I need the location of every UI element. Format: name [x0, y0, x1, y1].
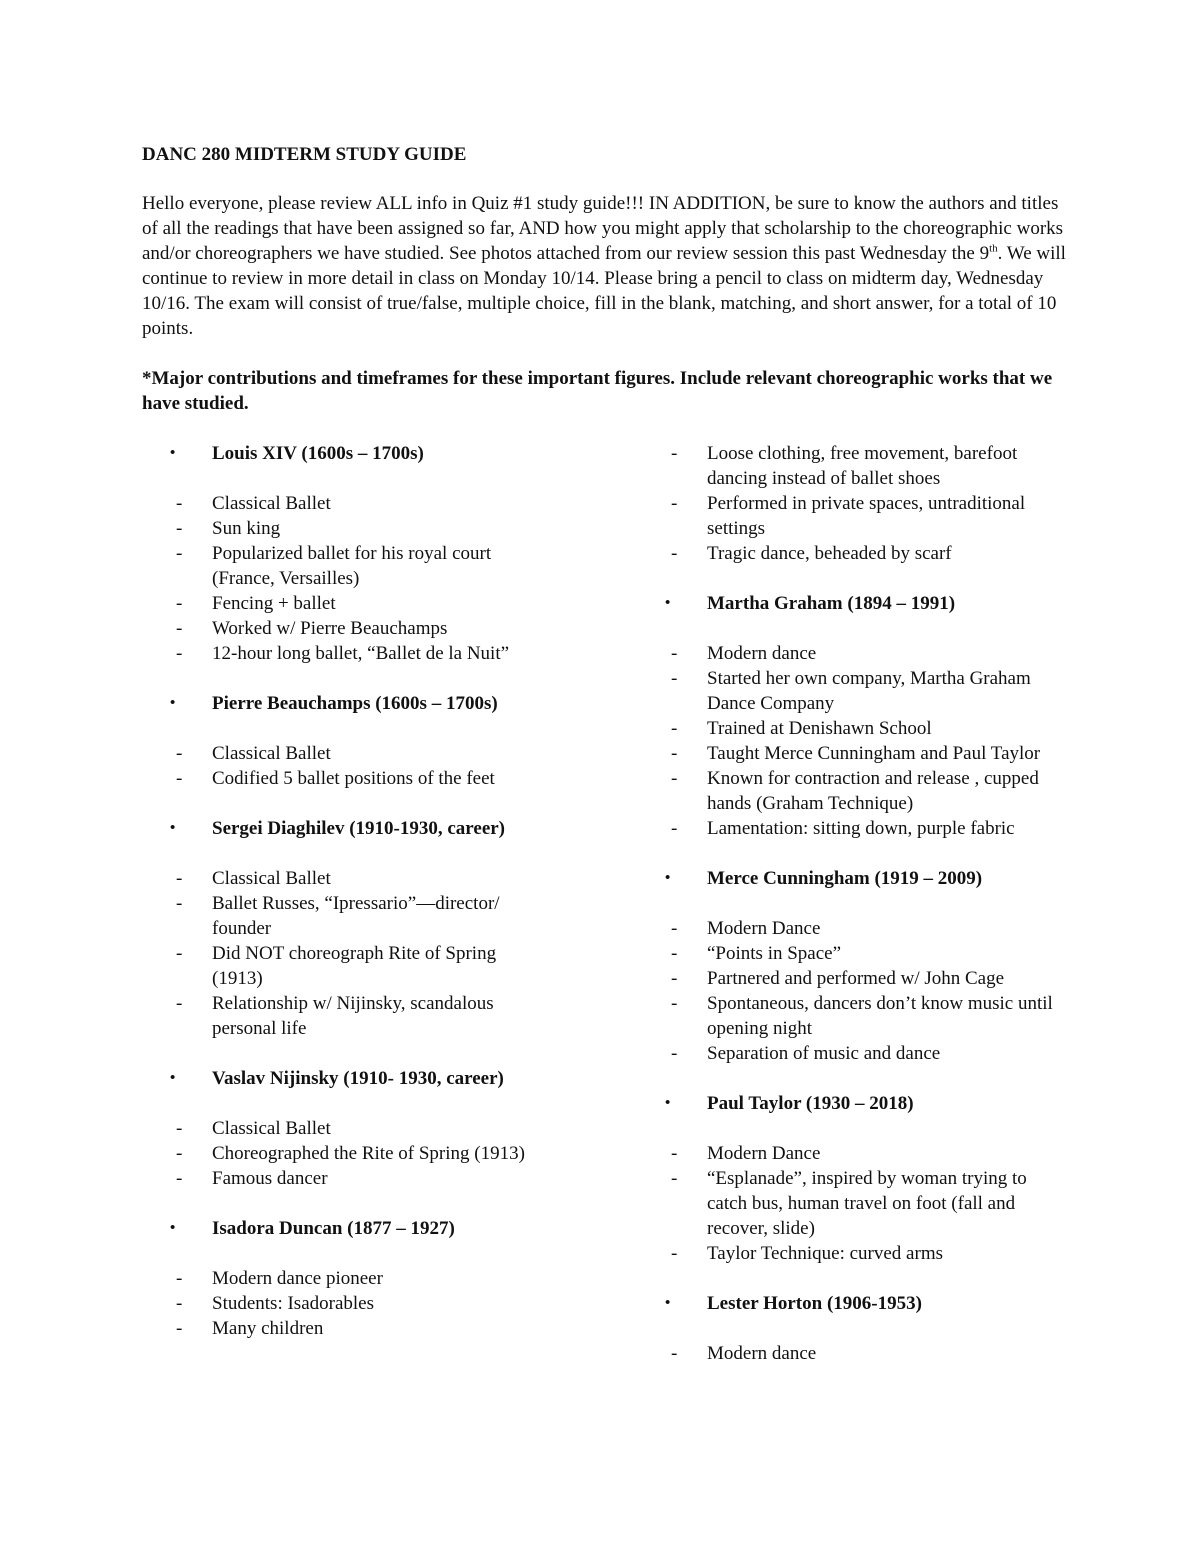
list-item-text: Codified 5 ballet positions of the feet — [212, 768, 495, 789]
list-item — [665, 441, 1065, 491]
list-item-text: Popularized ballet for his royal court (France, Versailles) — [212, 543, 492, 589]
list-item-text: Classical Ballet — [212, 493, 331, 514]
list-item-text: Performed in private spaces, untraditional settings — [707, 493, 1026, 539]
dash-marker: - — [671, 668, 678, 689]
bullet-icon: • — [665, 870, 671, 886]
list-item — [665, 1341, 1065, 1366]
dash-marker: - — [176, 768, 183, 789]
figure-items — [665, 1141, 1065, 1266]
dash-marker: - — [176, 993, 183, 1014]
figure-heading-text: Paul Taylor (1930 – 2018) — [707, 1093, 914, 1114]
list-item-text: Famous dancer — [212, 1168, 328, 1189]
list-item — [665, 666, 1065, 716]
figure-merce-cunningham — [665, 866, 1065, 1066]
figure-heading — [170, 691, 550, 716]
figure-heading-text: Vaslav Nijinsky (1910- 1930, career) — [212, 1068, 504, 1089]
dash-marker: - — [671, 443, 678, 464]
figure-heading — [665, 866, 1065, 891]
dash-marker: - — [176, 893, 183, 914]
dash-marker: - — [671, 943, 678, 964]
list-item — [170, 1141, 550, 1166]
list-item-text: 12-hour long ballet, “Ballet de la Nuit” — [212, 643, 510, 664]
continued-list — [665, 441, 1065, 566]
dash-marker: - — [671, 543, 678, 564]
figure-heading-text: Isadora Duncan (1877 – 1927) — [212, 1218, 455, 1239]
figure-paul-taylor — [665, 1091, 1065, 1266]
list-item — [665, 1141, 1065, 1166]
bullet-icon: • — [665, 1295, 671, 1311]
list-item — [170, 1316, 550, 1341]
figure-heading — [665, 591, 1065, 616]
document-title: DANC 280 MIDTERM STUDY GUIDE — [142, 144, 467, 165]
list-item — [665, 766, 1065, 816]
list-item-text: Partnered and performed w/ John Cage — [707, 968, 1005, 989]
list-item — [170, 866, 550, 891]
figure-heading-text: Sergei Diaghilev (1910-1930, career) — [212, 818, 506, 839]
list-item-text: Modern dance pioneer — [212, 1268, 383, 1289]
dash-marker: - — [176, 518, 183, 539]
figure-items — [665, 641, 1065, 841]
list-item — [170, 991, 550, 1041]
list-item — [170, 741, 550, 766]
bullet-icon: • — [170, 695, 176, 711]
dash-marker: - — [176, 618, 183, 639]
dash-marker: - — [671, 968, 678, 989]
list-item — [170, 616, 550, 641]
list-item — [665, 741, 1065, 766]
list-item-text: Classical Ballet — [212, 743, 331, 764]
figure-heading — [170, 1066, 550, 1091]
list-item — [170, 516, 550, 541]
list-item — [170, 1291, 550, 1316]
list-item-text: Worked w/ Pierre Beauchamps — [212, 618, 448, 639]
figure-heading-text: Louis XIV (1600s – 1700s) — [212, 443, 424, 464]
dash-marker: - — [671, 918, 678, 939]
dash-marker: - — [671, 718, 678, 739]
dash-marker: - — [176, 943, 183, 964]
dash-marker: - — [671, 643, 678, 664]
list-item — [170, 1166, 550, 1191]
bullet-icon: • — [170, 1070, 176, 1086]
intro-superscript: th — [989, 242, 998, 255]
figure-items — [170, 1266, 550, 1341]
list-item — [170, 591, 550, 616]
list-item-text: Classical Ballet — [212, 868, 331, 889]
list-item-text: “Points in Space” — [707, 943, 842, 964]
figure-louis-xiv — [170, 441, 550, 666]
figure-items — [170, 491, 550, 666]
right-column — [665, 441, 1065, 1391]
list-item — [170, 541, 550, 591]
list-item — [665, 641, 1065, 666]
figure-heading — [665, 1291, 1065, 1316]
dash-marker: - — [176, 1318, 183, 1339]
list-item — [665, 541, 1065, 566]
figure-vaslav-nijinsky — [170, 1066, 550, 1191]
list-item-text: Known for contraction and release , cupped hands (Graham Technique) — [707, 768, 1039, 814]
figure-items — [170, 741, 550, 791]
left-column — [170, 441, 550, 1366]
list-item — [665, 916, 1065, 941]
list-item-text: Choreographed the Rite of Spring (1913) — [212, 1143, 525, 1164]
figure-items — [665, 916, 1065, 1066]
dash-marker: - — [671, 1043, 678, 1064]
list-item — [665, 716, 1065, 741]
list-item-text: Modern Dance — [707, 918, 821, 939]
dash-marker: - — [671, 493, 678, 514]
figure-heading — [665, 1091, 1065, 1116]
list-item — [170, 1266, 550, 1291]
list-item-text: Classical Ballet — [212, 1118, 331, 1139]
dash-marker: - — [176, 868, 183, 889]
dash-marker: - — [671, 768, 678, 789]
dash-marker: - — [671, 818, 678, 839]
figure-heading-text: Martha Graham (1894 – 1991) — [707, 593, 956, 614]
instructions: *Major contributions and timeframes for these important figures. Include relevant choreographic works that we have studied. — [142, 368, 1053, 414]
list-item-text: Taylor Technique: curved arms — [707, 1243, 943, 1264]
dash-marker: - — [176, 643, 183, 664]
figure-items — [665, 1341, 1065, 1366]
list-item-text: Modern dance — [707, 643, 817, 664]
dash-marker: - — [671, 1143, 678, 1164]
dash-marker: - — [176, 493, 183, 514]
intro-text-1: Hello everyone, please review ALL info in Quiz #1 study guide!!! IN ADDITION, be sure to know the authors and titles of all the readings that have been assigned so far, AND how you might apply that scholarship to the choreographic works and/or choreographers we have studied. See photos attached from our review session this past Wednesday the 9 — [142, 193, 1064, 264]
dash-marker: - — [176, 543, 183, 564]
list-item-text: Modern dance — [707, 1343, 817, 1364]
list-item — [170, 491, 550, 516]
figure-items — [170, 866, 550, 1041]
list-item-text: Fencing + ballet — [212, 593, 336, 614]
dash-marker: - — [671, 1243, 678, 1264]
list-item-text: Did NOT choreograph Rite of Spring (1913) — [212, 943, 497, 989]
list-item — [665, 1241, 1065, 1266]
list-item — [170, 766, 550, 791]
bullet-icon: • — [665, 595, 671, 611]
dash-marker: - — [176, 1118, 183, 1139]
figure-heading — [170, 816, 550, 841]
figure-isadora-duncan — [170, 1216, 550, 1341]
list-item — [665, 816, 1065, 841]
dash-marker: - — [671, 993, 678, 1014]
figure-heading-text: Pierre Beauchamps (1600s – 1700s) — [212, 693, 498, 714]
list-item — [665, 966, 1065, 991]
list-item — [665, 991, 1065, 1041]
figure-heading — [170, 1216, 550, 1241]
continued-items — [665, 441, 1065, 566]
list-item — [665, 1041, 1065, 1066]
list-item — [665, 941, 1065, 966]
figure-items — [170, 1116, 550, 1191]
bullet-icon: • — [170, 1220, 176, 1236]
dash-marker: - — [671, 1343, 678, 1364]
list-item — [665, 491, 1065, 541]
intro-text-2: . We will continue to review in more detail in class on Monday 10/14. Please bring a pencil to class on midterm day, Wednesday 10/16. The exam will consist of true/false, multiple choice, fill in the blank, matching, and short answer, for a total of 10 points. — [142, 243, 1066, 339]
list-item-text: Students: Isadorables — [212, 1293, 375, 1314]
dash-marker: - — [176, 593, 183, 614]
dash-marker: - — [671, 1168, 678, 1189]
list-item-text: Sun king — [212, 518, 281, 539]
list-item-text: Separation of music and dance — [707, 1043, 941, 1064]
dash-marker: - — [176, 1268, 183, 1289]
list-item-text: Ballet Russes, “Ipressario”—director/ founder — [212, 893, 500, 939]
bullet-icon: • — [170, 820, 176, 836]
list-item-text: Loose clothing, free movement, barefoot dancing instead of ballet shoes — [707, 443, 1018, 489]
list-item — [170, 891, 550, 941]
figure-sergei-diaghilev — [170, 816, 550, 1041]
figure-heading-text: Lester Horton (1906-1953) — [707, 1293, 922, 1314]
dash-marker: - — [176, 743, 183, 764]
list-item-text: Started her own company, Martha Graham Dance Company — [707, 668, 1031, 714]
figure-lester-horton — [665, 1291, 1065, 1366]
list-item-text: Taught Merce Cunningham and Paul Taylor — [707, 743, 1041, 764]
figure-heading — [170, 441, 550, 466]
list-item — [170, 941, 550, 991]
dash-marker: - — [176, 1293, 183, 1314]
list-item-text: “Esplanade”, inspired by woman trying to catch bus, human travel on foot (fall and recover, slide) — [707, 1168, 1027, 1239]
dash-marker: - — [671, 743, 678, 764]
list-item-text: Lamentation: sitting down, purple fabric — [707, 818, 1015, 839]
figure-martha-graham — [665, 591, 1065, 841]
list-item — [170, 1116, 550, 1141]
list-item — [665, 1166, 1065, 1241]
list-item-text: Tragic dance, beheaded by scarf — [707, 543, 952, 564]
list-item-text: Modern Dance — [707, 1143, 821, 1164]
bullet-icon: • — [665, 1095, 671, 1111]
intro-paragraph — [142, 191, 1072, 341]
dash-marker: - — [176, 1143, 183, 1164]
list-item-text: Spontaneous, dancers don’t know music until opening night — [707, 993, 1053, 1039]
figure-pierre-beauchamps — [170, 691, 550, 791]
list-item-text: Relationship w/ Nijinsky, scandalous personal life — [212, 993, 494, 1039]
list-item-text: Trained at Denishawn School — [707, 718, 932, 739]
list-item-text: Many children — [212, 1318, 324, 1339]
list-item — [170, 641, 550, 666]
dash-marker: - — [176, 1168, 183, 1189]
figure-heading-text: Merce Cunningham (1919 – 2009) — [707, 868, 983, 889]
bullet-icon: • — [170, 445, 176, 461]
